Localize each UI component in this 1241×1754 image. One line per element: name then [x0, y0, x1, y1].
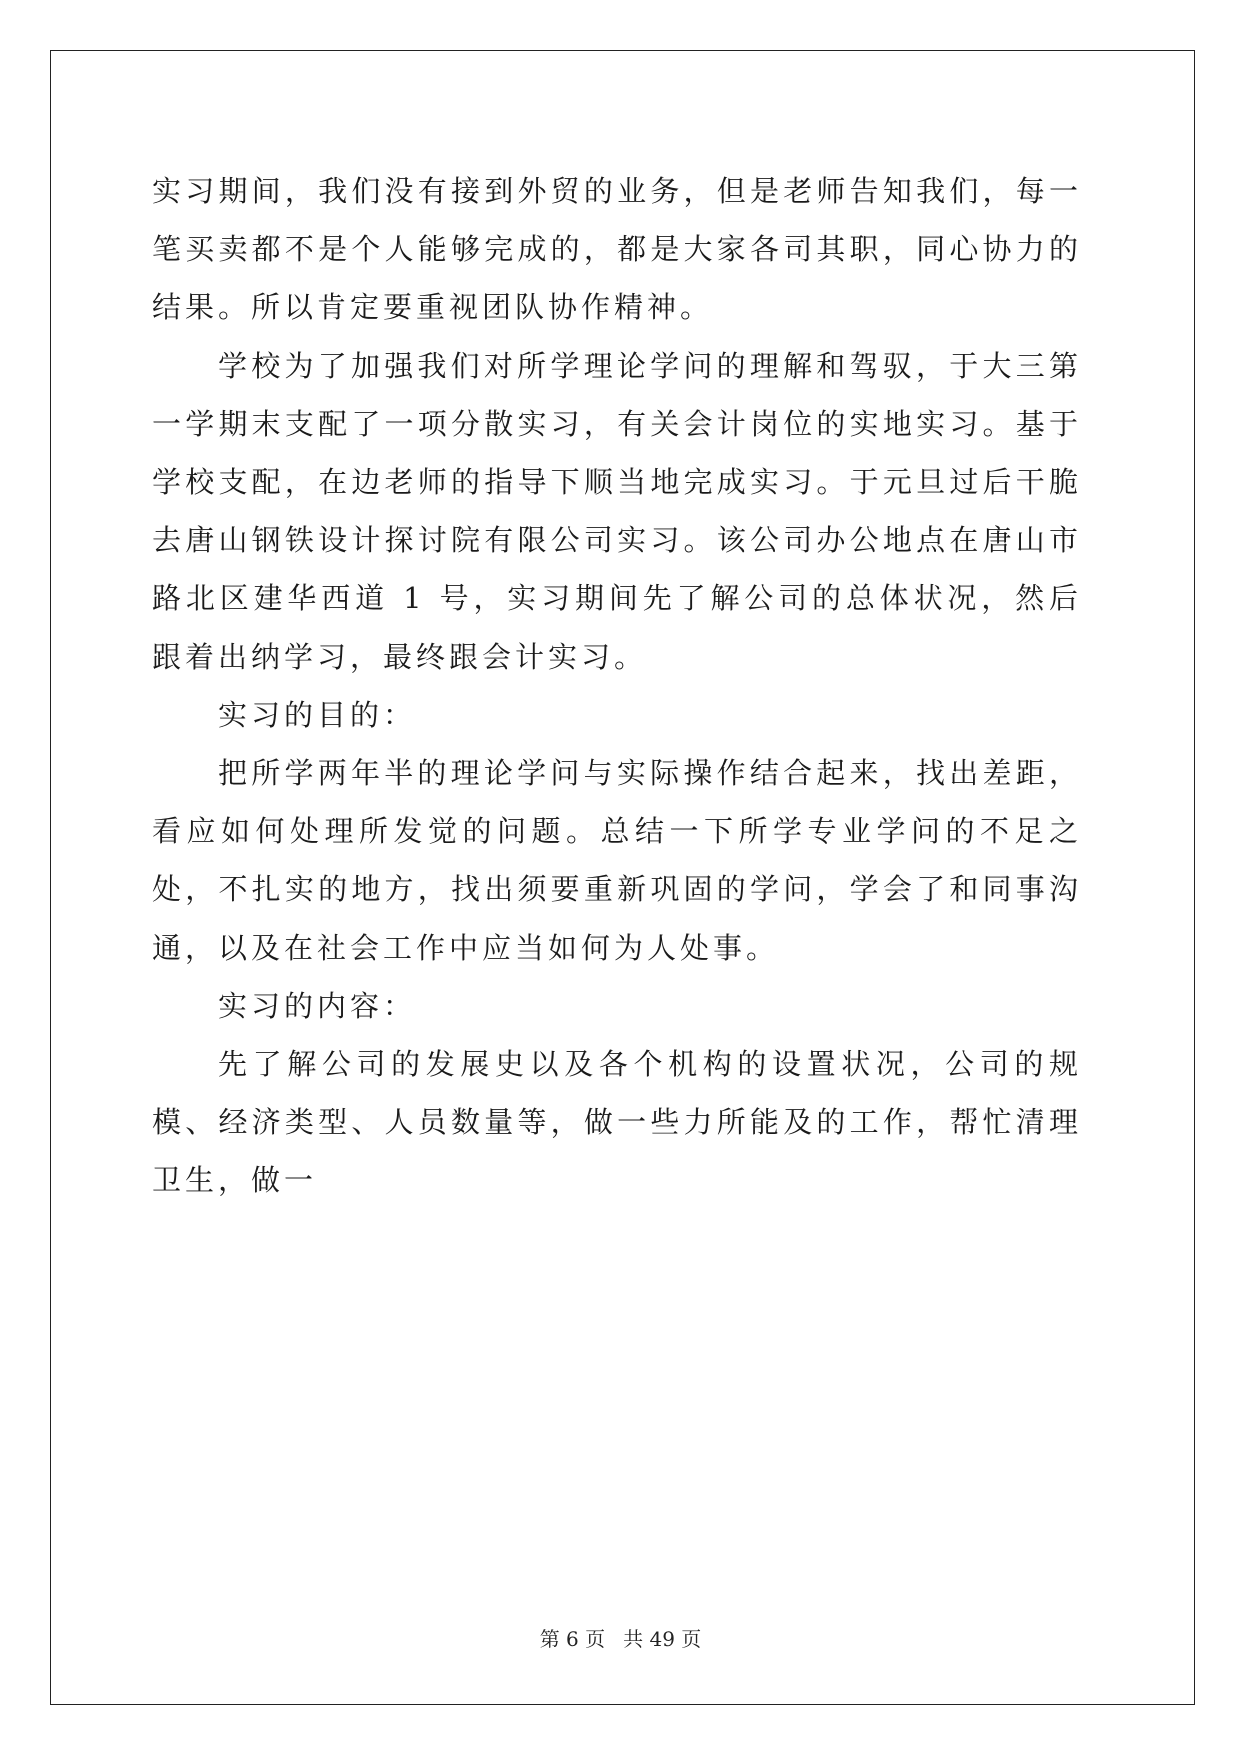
page-footer: [0, 1623, 1241, 1652]
paragraph-1: 实习期间，我们没有接到外贸的业务，但是老师告知我们，每一笔买卖都不是个人能够完成的，都是大家各司其职，同心协力的结果。所以肯定要重视团队协作精神。: [152, 174, 1082, 325]
paragraph-4: 先了解公司的发展史以及各个机构的设置状况，公司的规模、经济类型、人员数量等，做一些力所能及的工作，帮忙清理卫生，做一: [152, 1047, 1082, 1198]
document-body: [152, 162, 1082, 1210]
heading-content: 实习的内容：: [218, 988, 417, 1023]
heading-purpose: 实习的目的：: [218, 697, 417, 732]
paragraph-2: 学校为了加强我们对所学理论学问的理解和驾驭，于大三第一学期末支配了一项分散实习，有关会计岗位的实地实习。基于学校支配，在边老师的指导下顺当地完成实习。于元旦过后干脆去唐山钢铁设计探讨院有限公司实习。该公司办公地点在唐山市路北区建华西道 1 号，实习期间先了解公司的总体状况，然后跟着出纳学习，最终跟会计实习。: [152, 348, 1082, 674]
page-number: 第 6 页: [539, 1627, 606, 1651]
page-total: 共 49 页: [623, 1627, 702, 1651]
paragraph-3: 把所学两年半的理论学问与实际操作结合起来，找出差距，看应如何处理所发觉的问题。总结一下所学专业学问的不足之处，不扎实的地方，找出须要重新巩固的学问，学会了和同事沟通，以及在社会工作中应当如何为人处事。: [152, 756, 1082, 965]
